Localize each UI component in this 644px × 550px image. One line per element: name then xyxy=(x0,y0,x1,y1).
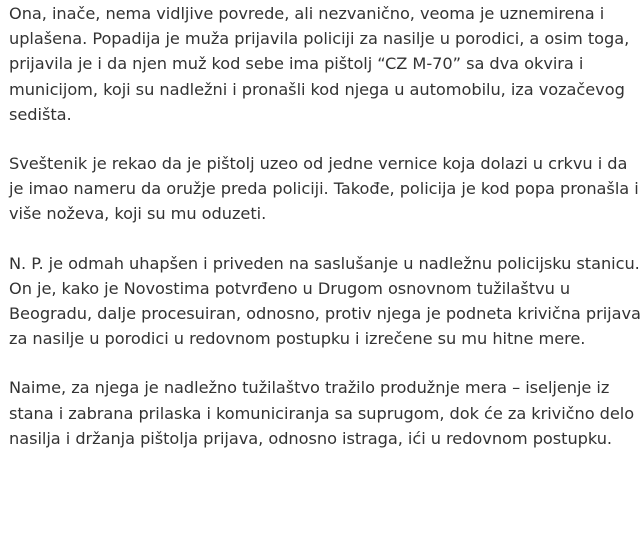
paragraph-4: Naime, za njega je nadležno tužilaštvo tražilo produžnje mera – iseljenje iz stana i zabrana prilaska i komuniciranja sa suprugom, dok će za krivično delo nasilja i držanja pištolja prijava, odnosno istraga, ići u redovnom postupku. xyxy=(9,378,635,448)
article-body xyxy=(9,1,641,451)
paragraph-3: N. P. je odmah uhapšen i priveden na saslušanje u nadležnu policijsku stanicu. On je, kako je Novostima potvrđeno u Drugom osnovnom tužilaštvu u Beogradu, dalje procesuiran, odnosno, protiv njega je podneta krivična prijava za nasilje u porodici u redovnom postupku i izrečene su mu hitne mere. xyxy=(9,253,641,349)
paragraph-2: Sveštenik je rekao da je pištolj uzeo od jedne vernice koja dolazi u crkvu i da je imao nameru da oružje preda policiji. Takođe, policija je kod popa pronašla i više noževa, koji su mu oduzeti. xyxy=(9,154,639,224)
paragraph-1: Ona, inače, nema vidljive povrede, ali nezvanično, veoma je uznemirena i uplašena. Popadija je muža prijavila policiji za nasilje u porodici, a osim toga, prijavila je i da njen muž kod sebe ima pištolj “CZ M-70” sa dva okvira i municijom, koji su nadležni i pronašli kod njega u automobilu, iza vozačevog sedišta. xyxy=(9,4,630,124)
